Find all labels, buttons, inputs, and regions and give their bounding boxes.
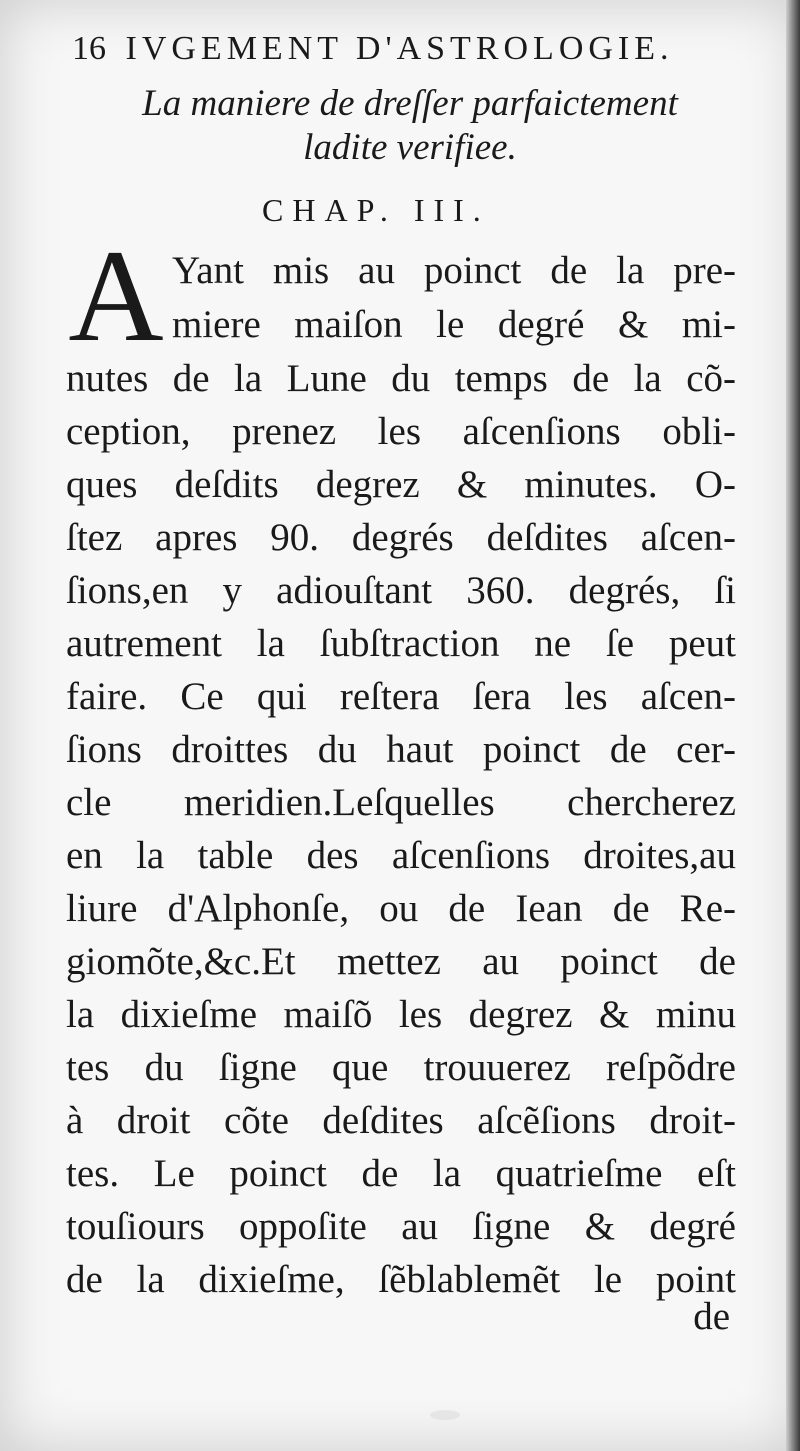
ink-smudge — [430, 1410, 460, 1420]
body-line: de la dixieſme, ſẽblablemẽt le point — [66, 1258, 736, 1301]
body-line: Yant mis au poinct de la pre- — [172, 249, 736, 292]
chapter-title-line-1: La maniere de dreſſer parfaictement — [142, 83, 678, 124]
page-number: 16 — [72, 30, 106, 67]
body-line: ſions droittes du haut poinct de cer- — [66, 728, 736, 771]
body-line: liure d'Alphonſe, ou de Iean de Re- — [66, 887, 736, 930]
body-line: miere maiſon le degré & mi- — [172, 303, 736, 346]
chapter-title — [100, 82, 720, 170]
page-gutter-shadow — [786, 0, 800, 1451]
body-line: la dixieſme maiſõ les degrez & minu — [66, 993, 736, 1036]
body-line: nutes de la Lune du temps de la cõ- — [66, 357, 736, 400]
body-line: tes. Le poinct de la quatrieſme eſt — [66, 1152, 736, 1195]
body-line: tes du ſigne que trouuerez reſpõdre — [66, 1046, 736, 1089]
body-line: giomõte,&c.Et mettez au poinct de — [66, 940, 736, 983]
body-line: ques deſdits degrez & minutes. O- — [66, 463, 736, 506]
body-line: ception, prenez les aſcenſions obli- — [66, 410, 736, 453]
body-line: en la table des aſcenſions droites,au — [66, 834, 736, 877]
body-line: ſions,en y adiouſtant 360. degrés, ſi — [66, 569, 736, 612]
body-line: touſiours oppoſite au ſigne & degré — [66, 1205, 736, 1248]
body-line: autrement la ſubſtraction ne ſe peut — [66, 622, 736, 665]
drop-cap: A — [68, 222, 164, 369]
chapter-heading: CHAP. III. — [262, 192, 490, 228]
body-line: cle meridien.Leſquelles chercherez — [66, 781, 736, 824]
body-line: faire. Ce qui reſtera ſera les aſcen- — [66, 675, 736, 718]
body-line: à droit cõte deſdites aſcẽſions droit- — [66, 1099, 736, 1142]
running-head — [72, 30, 732, 68]
body-line: ſtez apres 90. degrés deſdites aſcen- — [66, 516, 736, 559]
chapter-title-line-2: ladite verifiee. — [303, 127, 517, 168]
running-head-title: IVGEMENT D'ASTROLOGIE. — [125, 30, 674, 67]
catchword: de — [693, 1295, 730, 1338]
